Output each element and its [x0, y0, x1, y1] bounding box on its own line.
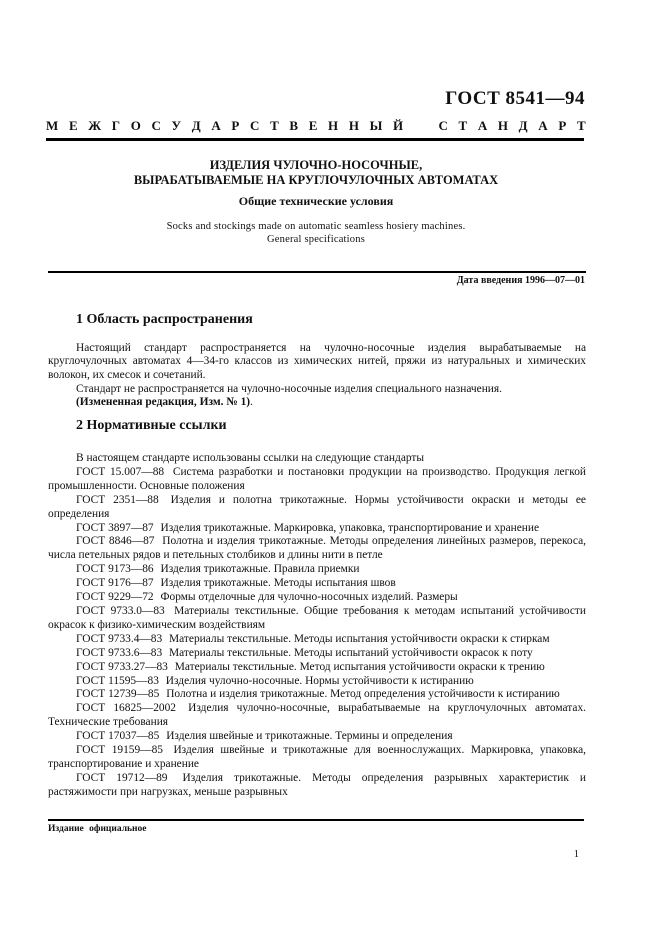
reference-item [48, 647, 586, 661]
title-line-1: ИЗДЕЛИЯ ЧУЛОЧНО-НОСОЧНЫЕ, [209, 158, 423, 172]
banner-letter: Й [393, 118, 404, 133]
reference-item [48, 702, 586, 730]
title-divider [48, 271, 586, 273]
english-title-line-2: General specifications [267, 234, 365, 245]
interstate-standard-banner [46, 118, 586, 134]
reference-item [48, 535, 586, 563]
reference-item [48, 661, 586, 675]
banner-gap [414, 118, 428, 134]
reference-code: ГОСТ 9733.0—83 [76, 604, 165, 617]
banner-letter: А [211, 118, 221, 133]
reference-code: ГОСТ 9733.6—83 [76, 646, 163, 659]
banner-letter: Н [497, 118, 509, 133]
document-code: ГОСТ 8541—94 [445, 88, 585, 109]
paragraph-text: Настоящий стандарт распространяется на чулочно-носочные изделия вырабатываемые на круглочулочных автоматах 4—34-го классов из химических нитей, пряжи из натуральных и химических волокон, их смесок и сочетаний. [48, 342, 586, 381]
banner-letter: А [477, 118, 488, 133]
reference-title: Изделия чулочно-носочные, вырабатываемые на круглочулочных автоматах. Технические требования [48, 702, 587, 729]
reference-item [48, 522, 586, 536]
amendment-punctuation: . [250, 396, 253, 408]
footer-divider [48, 819, 584, 821]
reference-item [48, 591, 586, 605]
reference-item [48, 772, 586, 800]
banner-letter: Р [558, 118, 567, 133]
banner-letter: А [538, 118, 548, 133]
banner-letter: Т [576, 118, 586, 133]
header-divider [46, 138, 584, 141]
title-line-2: ВЫРАБАТЫВАЕМЫЕ НА КРУГЛОЧУЛОЧНЫХ АВТОМАТАХ [133, 173, 499, 187]
reference-title: Полотна и изделия трикотажные. Методы определения линейных размеров, перекоса, числа петельных рядов и петельных столбиков и длины нити в петле [48, 535, 586, 562]
reference-code: ГОСТ 8846—87 [76, 535, 155, 548]
reference-title: Материалы текстильные. Общие требования к методам испытаний устойчивости окрасок к физико-химическим воздействиям [48, 604, 586, 631]
banner-letter: Ы [369, 118, 383, 133]
reference-title: Материалы текстильные. Методы испытания устойчивости окраски к стиркам [169, 632, 550, 645]
reference-title: Изделия трикотажные. Методы испытания швов [160, 577, 396, 590]
banner-letter: Д [518, 118, 528, 133]
english-title-line-1: Socks and stockings made on automatic seamless hosiery machines. [166, 221, 466, 232]
reference-title: Формы отделочные для чулочно-носочных изделий. Размеры [160, 591, 458, 604]
reference-title: Изделия и полотна трикотажные. Нормы устойчивости окраски и методы ее определения [48, 493, 586, 520]
banner-letter: С [151, 118, 161, 133]
reference-item [48, 730, 586, 744]
reference-item [48, 688, 586, 702]
section-1-paragraph-1 [48, 342, 586, 382]
reference-title: Изделия трикотажные. Маркировка, упаковка, транспортирование и хранение [160, 521, 540, 534]
amendment-text: (Измененная редакция, Изм. № 1) [76, 396, 251, 408]
reference-item [48, 466, 586, 494]
banner-letter: У [171, 118, 182, 133]
introduction-date: Дата введения 1996—07—01 [456, 275, 585, 286]
banner-letter: М [46, 118, 59, 133]
english-title [46, 220, 586, 246]
page-number: 1 [573, 849, 579, 860]
reference-code: ГОСТ 16825—2002 [76, 702, 177, 715]
reference-item [48, 563, 586, 577]
reference-code: ГОСТ 12739—85 [76, 688, 160, 701]
reference-code: ГОСТ 9176—87 [76, 577, 154, 590]
reference-code: ГОСТ 9229—72 [76, 591, 154, 604]
banner-letter: Т [270, 118, 279, 133]
section-1-paragraph-2 [48, 383, 586, 396]
banner-letter: Г [111, 118, 121, 133]
banner-letter: Е [68, 118, 78, 133]
reference-code: ГОСТ 3897—87 [76, 521, 154, 534]
reference-code: ГОСТ 9733.27—83 [76, 660, 168, 673]
banner-letter: Н [328, 118, 339, 133]
reference-code: ГОСТ 19159—85 [76, 744, 163, 757]
section-1-heading: 1 Область распространения [76, 312, 253, 327]
banner-letter: В [289, 118, 299, 133]
reference-code: ГОСТ 9733.4—83 [76, 632, 163, 645]
banner-letter: Ж [88, 118, 102, 133]
reference-item [48, 675, 586, 689]
reference-code: ГОСТ 2351—88 [76, 493, 159, 506]
section-1-amendment-note [48, 396, 586, 409]
reference-title: Изделия швейные и трикотажные. Термины и определения [166, 730, 453, 743]
document-subtitle: Общие технические условия [238, 194, 394, 208]
reference-item [48, 605, 586, 633]
banner-letter: Т [458, 118, 468, 133]
reference-item [48, 577, 586, 591]
banner-letter: С [438, 118, 448, 133]
banner-letter: Е [308, 118, 318, 133]
reference-code: ГОСТ 9173—86 [76, 563, 154, 576]
document-title [46, 158, 586, 188]
section-2-heading: 2 Нормативные ссылки [76, 418, 227, 433]
reference-title: Изделия трикотажные. Методы определения разрывных характеристик и растяжимости при нагрузках, меньше разрывных [48, 771, 586, 798]
reference-code: ГОСТ 19712—89 [76, 771, 168, 784]
reference-code: ГОСТ 17037—85 [76, 730, 160, 743]
reference-code: ГОСТ 11595—83 [76, 674, 159, 687]
reference-title: Изделия швейные и трикотажные для военнослужащих. Маркировка, упаковка, транспортирование и хранение [48, 744, 586, 770]
reference-title: Изделия чулочно-носочные. Нормы устойчивости к истиранию [165, 674, 474, 687]
banner-letter: О [130, 118, 141, 133]
reference-title: Изделия трикотажные. Правила приемки [160, 563, 360, 576]
banner-letter: Р [231, 118, 240, 133]
reference-item [48, 633, 586, 647]
references-intro [48, 452, 586, 466]
reference-title: Материалы текстильные. Метод испытания устойчивости окраски к трению [174, 660, 545, 673]
intro-text: В настоящем стандарте использованы ссылки на следующие стандарты [76, 452, 425, 464]
reference-item [48, 744, 586, 772]
reference-title: Полотна и изделия трикотажные. Метод определения устойчивости к истиранию [166, 688, 560, 701]
normative-references-list [48, 452, 586, 800]
official-edition-label: Издание официальное [48, 824, 147, 834]
reference-code: ГОСТ 15.007—88 [76, 465, 165, 478]
paragraph-text: Стандарт не распространяется на чулочно-носочные изделия специального назначения. [76, 383, 502, 395]
reference-title: Материалы текстильные. Методы испытаний устойчивости окрасок к поту [169, 646, 533, 659]
banner-letter: Д [191, 118, 201, 133]
reference-item [48, 494, 586, 522]
banner-letter: Н [348, 118, 359, 133]
banner-letter: С [250, 118, 260, 133]
reference-title: Система разработки и постановки продукции на производство. Продукция легкой промышленности. Основные положения [48, 465, 586, 492]
